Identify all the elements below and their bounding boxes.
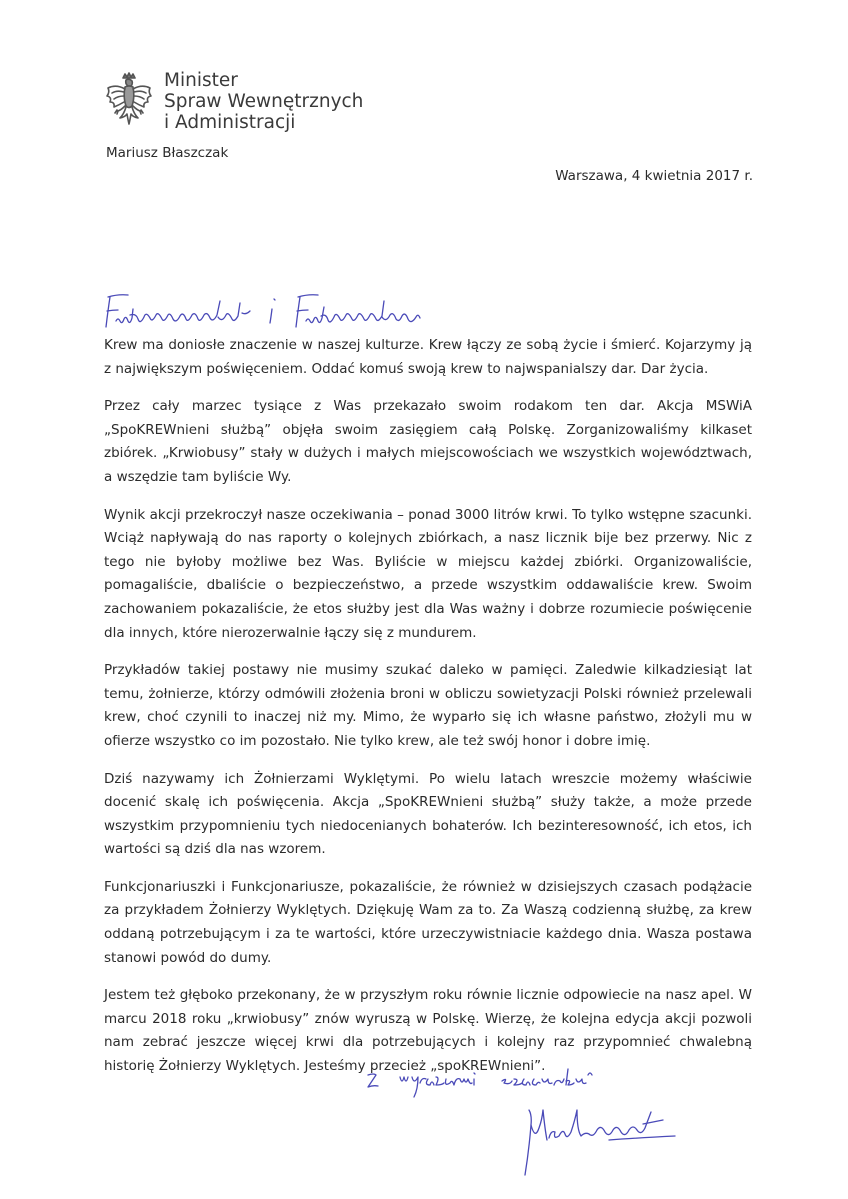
ministry-line-1: Minister	[164, 70, 238, 91]
ministry-name	[164, 70, 363, 133]
paragraph: Funkcjonariuszki i Funkcjonariusze, pokazaliście, że również w dzisiejszych czasach podążacie za przykładem Żołnierzy Wyklętych. Dziękuję Wam za to. Za Waszą codzienną służbę, za krew oddaną potrzebującym i za te wartości, które urzeczywistniacie każdego dnia. Wasza postawa stanowi powód do dumy.	[104, 878, 752, 966]
letterhead	[104, 70, 424, 136]
handwritten-salutation	[100, 285, 480, 335]
paragraph: Wynik akcji przekroczył nasze oczekiwania – ponad 3000 litrów krwi. To tylko wstępne szacunki. Wciąż napływają do nas raporty o kolejnych zbiórkach, a nasz licznik bije bez przerwy. Nic z tego nie byłoby możliwe bez Was. Byliście w miejscu każdej zbiórki. Organizowaliście, pomagaliście, dbaliście o bezpieczeństwo, a przede wszystkim oddawaliście krew. Swoim zachowaniem pokazaliście, że etos służby jest dla Was ważny i dobrze rozumiecie poświęcenie dla innych, które nierozerwalnie łączy się z mundurem.	[104, 506, 752, 641]
letter-date: Warszawa, 4 kwietnia 2017 r.	[555, 168, 753, 184]
ministry-line-2: Spraw Wewnętrznych	[164, 91, 364, 112]
letter-body	[104, 334, 752, 1093]
handwritten-signature	[505, 1090, 705, 1180]
minister-name: Mariusz Błaszczak	[106, 145, 229, 161]
paragraph: Krew ma doniosłe znaczenie w naszej kulturze. Krew łączy ze sobą życie i śmierć. Kojarzymy ją z największym poświęceniem. Oddać komuś swoją krew to najwspanialszy dar. Dar życia.	[104, 337, 752, 377]
paragraph: Przez cały marzec tysiące z Was przekazało swoim rodakom ten dar. Akcja MSWiA „SpoKREWnieni służbą” objęła swoim zasięgiem całą Polskę. Zorganizowaliśmy kilkaset zbiórek. „Krwiobusy” stały w dużych i małych miejscowościach we wszystkich województwach, a wszędzie tam byliście Wy.	[104, 398, 752, 485]
ministry-line-3: i Administracji	[164, 112, 296, 133]
polish-eagle-icon	[104, 72, 154, 132]
paragraph: Jestem też głęboko przekonany, że w przyszłym roku równie licznie odpowiecie na nasz apel. W marcu 2018 roku „krwiobusy” znów wyruszą w Polskę. Wierzę, że kolejna edycja akcji pozwoli nam zebrać jeszcze więcej krwi dla potrzebujących i kolejny raz przypomnieć chwalebną historię Żołnierzy Wyklętych. Jesteśmy przecież „spoKREWnieni”.	[104, 987, 752, 1075]
paragraph: Przykładów takiej postawy nie musimy szukać daleko w pamięci. Zaledwie kilkadziesiąt lat temu, żołnierze, którzy odmówili złożenia broni w obliczu sowietyzacji Polski również przelewali krew, choć czynili to inaczej niż my. Mimo, że wyparło się ich własne państwo, złożyli mu w ofierze wszystko co im pozostało. Nie tylko krew, ale też swój honor i dobre imię.	[104, 662, 752, 749]
paragraph: Dziś nazywamy ich Żołnierzami Wyklętymi. Po wielu latach wreszcie możemy właściwie docenić skalę ich poświęcenia. Akcja „SpoKREWnieni służbą” służy także, a może przede wszystkim przypomnieniu tych niedocenianych bohaterów. Ich bezinteresowność, ich etos, ich wartości są dziś dla nas wzorem.	[104, 770, 752, 858]
